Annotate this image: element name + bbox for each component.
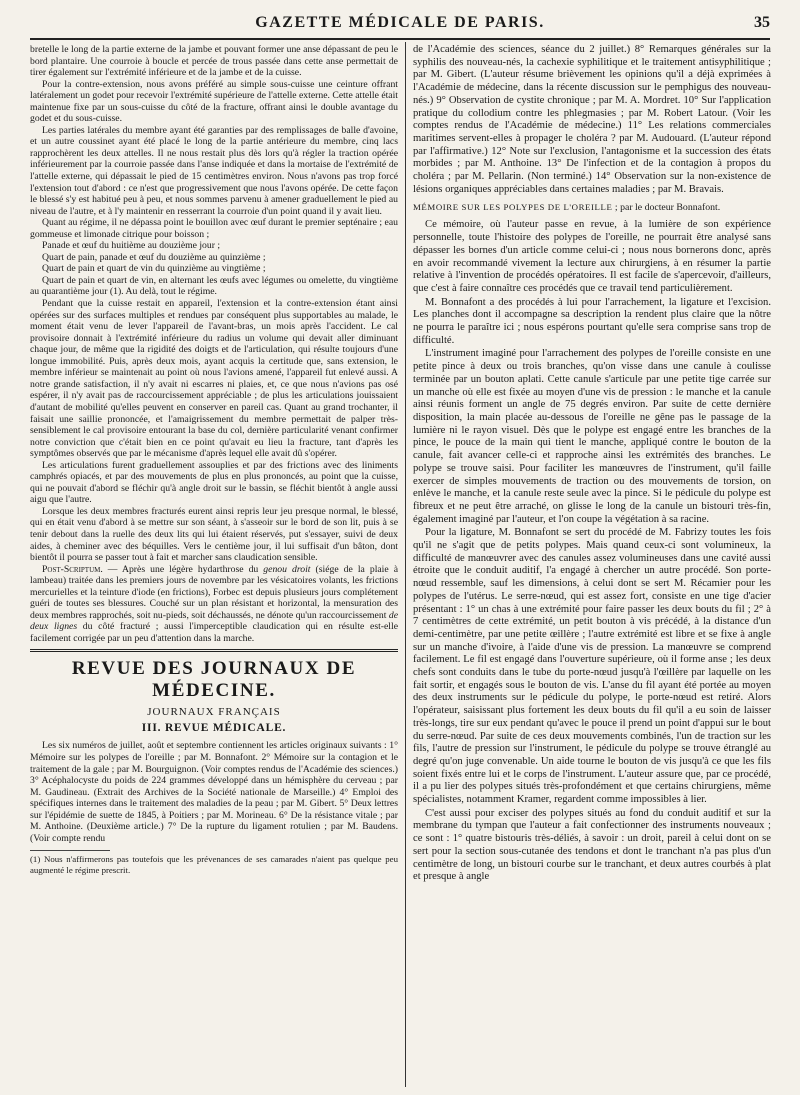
regime-line: Quart de pain, panade et œuf du douzième au quinzième ; bbox=[42, 251, 266, 263]
memoir-heading bbox=[413, 202, 771, 213]
review-continuation bbox=[413, 44, 771, 196]
paragraph: L'instrument imaginé pour l'arrachement des polypes de l'oreille consiste en une petite pince à deux ou trois branches, qu'on visse dans une canule à coulisse terminée par un bouton aplati. Cette canule s'articule par une petite tige carrée sur un manche où elle est fixée au moyen d'une vis de pression : le manche et la canule ainsi réunis forment un angle de 75 degrés environ. Par suite de cette dernière disposition, la main placée au-dessous de l'oreille ne gêne pas le passage de la lumière ni le rayon visuel. Dès que le polype est engagé entre les branches de la pince, le pouce de la main qui tient le manche, appliqué contre le bouton de la canule, fait avancer celle-ci et rapproche ainsi les extrémités des branches. Le polype se trouve saisi. Pour faciliter les manœuvres de l'instrument, qu'il faille exercer de simples mouvements de traction ou des mouvements de torsion, on enlève le manche, et la canule reste seule avec la pince. Si le pédicule du polype est fibreux et ne peut être arraché, on glisse le long de la canule un bistouri très-fin, également imaginé par l'auteur, et l'on coupe la végétation à sa racine. bbox=[413, 348, 771, 525]
page-number: 35 bbox=[754, 14, 770, 31]
paragraph: de l'Académie des sciences, séance du 2 juillet.) 8° Remarques générales sur la syphilis des nouveau-nés, la cachexie syphilitique et le traitement antisyphilitique ; par M. Gibert. (L'auteur résume brièvement les opinions qu'il a déjà exprimées à l'Académie de médecine, dans la récente discussion sur le pemphigus des nouveau-nés.) 9° Observation de cystite chronique ; par M. A. Mordret. 10° Sur l'application pratique du collodium contre les phlegmasies ; par M. Robert Latour. (Voir les comptes rendus de l'Académie de médecine.) 11° Les relations commerciales maritimes servent-elles à propager le choléra ? par M. Audouard. (L'auteur répond par l'affirmative.) 12° Note sur l'exclusion, l'antagonisme et la succession des états morbides ; par M. Anthoine. 13° De l'infection et de la contagion à propos du choléra ; par M. Pellarin. (Non terminé.) 14° Observation sur la non-existence de lésions organiques appréciables dans certaines maladies ; par M. Bravais. bbox=[413, 44, 771, 195]
regime-line: Panade et œuf du huitième au douzième jour ; bbox=[42, 240, 221, 252]
header-rule bbox=[30, 38, 770, 40]
case-report-text bbox=[30, 44, 398, 644]
paragraph: Lorsque les deux membres fracturés eurent ainsi repris leur jeu presque normal, le blessé, qui en était venu d'abord à se mettre sur son séant, à s'asseoir sur le bord de son lit, puis à se tenir debout dans la ruelle des deux lits qui lui étaient réservés, put s'essayer, suivi de deux aides, à cheminer avec des béquilles. Vers le centième jour, il lui suffisait d'un bâton, dont bientôt il pourra se passer tout à fait et marcher sans claudication sensible. bbox=[30, 505, 398, 564]
footnote-rule bbox=[30, 850, 110, 851]
memoir-author: ; par le docteur Bonnafont. bbox=[612, 202, 721, 214]
paragraph: C'est aussi pour exciser des polypes situés au fond du conduit auditif et sur la membrane du tympan que l'auteur a fait confectionner des instruments nouveaux ; ce sont : 1° quatre bistouris très-déliés, à savoir : un droit, pareil à celui dont on se sert pour la section sous-cutanée des tendons et dont le tranchant n'a pas plus d'un centimètre de long, un bistouri courbe sur le tranchant, et deux autres courbés à plat et presque à angle bbox=[413, 807, 771, 883]
section-title: REVUE DES JOURNAUX DE MÉDECINE. bbox=[71, 658, 357, 702]
paragraph: M. Bonnafont a des procédés à lui pour l'arrachement, la ligature et l'excision. Les planches dont il accompagne sa description la rendent plus claire que la nôtre ne pourra le paraître ici ; nous espérons pourtant qu'elle sera comprise sans trop de difficulté. bbox=[413, 296, 771, 346]
paragraph: bretelle le long de la partie externe de la jambe et pouvant former une anse dépassant de peu le bord plantaire. Une courroie à boucle et percée de trous passée dans cette anse permettait de tirer également sur l'extrémité inférieure et de la jambe et de la cuisse. bbox=[30, 44, 398, 79]
paragraph: Pour la ligature, M. Bonnafont se sert du procédé de M. Fabrizy toutes les fois qu'il ne s'agit que de petits polypes. Mais quand ceux-ci sont volumineux, la difficulté de manœuvrer avec des canules assez volumineuses dans une cavité aussi étroite que le conduit auditif, l'a engagé à chercher un autre procédé. Son porte-nœud ressemble, sauf les dimensions, à celui dont se sert M. Récamier pour les polypes de l'utérus. Le serre-nœud, qui est assez fort, consiste en une tige d'acier présentant : 1° un chas à une extrémité pour faire passer les deux bouts du fil ; 2° à 7 centimètres de cette extrémité, un petit bouton à vis précédé, à la distance d'un demi-centimètre, par une petite œillère ; l'autre extrémité est libre et se fixe à angle sur un manche d'ivoire, à l'aide d'une vis de pression. La manœuvre se comprend facilement. Le fil est engagé dans l'ouverture supérieure, où il forme anse ; les deux chefs sont conduits dans le tube du porte-nœud jusqu'à l'œillère par laquelle on les fait sortir, et engagés sous le bouton de vis. L'anse du fil ayant été portée au moyen des deux instruments sur le pédicule du polype, le porte-nœud est retiré. Alors l'opérateur, saisissant plus fortement les deux bouts du fil qu'il a eu soin de laisser très-longs, tire sur eux pendant qu'avec le pouce il prend un point d'appui sur le bout du serre-nœud. Par suite de ces deux mouvements combinés, l'un de traction sur les fils, l'autre de pression sur l'instrument, le pédicule du polype se trouve étranglé au degré qu'on juge convenable. Un aide tourne le bouton de vis jusqu'à ce que les fils soient fixés entre lui et le corps de l'instrument. L'auteur assure que, par ce procédé, il a pu lier des polypes situés très-profondément et que certains chirurgiens, même spécialistes, notamment Kramer, regardent comme impossibles à lier. bbox=[413, 527, 771, 806]
journal-title: GAZETTE MÉDICALE DE PARIS. bbox=[255, 14, 545, 31]
section-rule bbox=[30, 649, 398, 652]
paragraph: Quant au régime, il ne dépassa point le bouillon avec œuf durant le premier septénaire ; eau gommeuse et limonade citrique pour boisson ; bbox=[30, 217, 398, 240]
section-subtitle: JOURNAUX FRANÇAIS bbox=[147, 706, 281, 719]
regime-line: Quart de pain et quart de vin du quinzième au vingtième ; bbox=[42, 263, 266, 275]
running-header bbox=[30, 14, 770, 34]
postscript-label: Post-Scriptum. bbox=[42, 563, 103, 575]
column-divider bbox=[405, 42, 406, 1087]
memoir-title: MÉMOIRE SUR LES POLYPES DE L'OREILLE bbox=[413, 202, 613, 213]
review-text bbox=[30, 740, 398, 844]
paragraph: Les articulations furent graduellement assouplies et par des frictions avec des liniments camphrés opiacés, et par des mouvements de plus en plus prononcés, au point que la cuisse, qui ne pouvait d'abord se fléchir qu'à angle droit sur le bassin, se fléchit bientôt à angle aussi aigu que l'autre. bbox=[30, 459, 398, 506]
paragraph: Les parties latérales du membre ayant été garanties par des remplissages de balle d'avoine, et un autre coussinet ayant été placé le long de la partie antérieure du membre, cinq lacs rapprochèrent les deux attelles. Il ne nous restait plus dès lors qu'à régler la traction opérée inférieurement par la courroie passée dans l'anse indiquée et dans la mortaise de l'extrémité de l'attelle externe, qui dépassait le pied de 15 centimètres environ. Nous n'avons pas trop forcé l'extension tout d'abord : ce n'est que progressivement que nous l'avons opérée. De cette façon le blessé s'y est habitué peu à peu, et nous sommes parvenu à amener graduellement le pied au niveau de l'autre, et à l'y maintenir en resserrant la courroie d'un point quand il y avait lieu. bbox=[30, 124, 398, 217]
memoir-text bbox=[413, 219, 771, 884]
review-intro: Les six numéros de juillet, août et septembre contiennent les articles originaux suivants : 1° Mémoire sur les polypes de l'oreille ; par M. Bonnafont. 2° Mémoire sur la contagion et le traitement de la gale ; par M. Bourguignon. (Voir comptes rendus de l'Académie des sciences.) 3° Acéphalocyste du poids de 224 grammes développé dans un hémisphère du cerveau ; par M. Gaudineau. (Extrait des Archives de la Société nationale de Marseille.) 4° Emploi des spécifiques internes dans le traitement des maladies de la peau ; par M. Gibert. 5° Deux lettres sur l'épidémie de suette de 1845, à Poitiers ; par M. Morineau. 6° De la résistance vitale ; par M. Anthoine. (Deuxième article.) 7° De la rupture du ligament rotulien ; par M. Baudens. (Voir compte rendu bbox=[30, 740, 398, 844]
postscript: Post-Scriptum. — Après une légère hydarthrose du genou droit (siége de la plaie à lambeau) traitée dans les premiers jours de novembre par les vésicatoires volants, les frictions mercurielles et la teinture d'iode (en frictions), Forbec est depuis plusieurs jours complétement guéri de toutes ses blessures. Couché sur un plan résistant et horizontal, la mensuration des deux membres rapprochés, soit nu-pieds, soit déchaussés, ne dénote qu'un raccourcissement de deux lignes du côté fracturé ; aussi l'imperceptible claudication qui en résulte est-elle facilement corrigée par un peu d'attention dans la marche. bbox=[30, 563, 398, 644]
paragraph: Ce mémoire, où l'auteur passe en revue, à la lumière de son expérience personnelle, toute l'histoire des polypes de l'oreille, ne pourrait être analysé sans dépasser les bornes d'un article comme celui-ci ; nous nous bornerons donc, après en avoir recommandé vivement la lecture aux chirurgiens, à en résumer la partie relative à l'invention de procédés opératoires. Il est facile de s'apercevoir, d'ailleurs, que c'est à faire connaître ces procédés que ce travail tend particulièrement. bbox=[413, 219, 771, 294]
right-column bbox=[413, 44, 771, 1084]
section-subtitle-2: III. REVUE MÉDICALE. bbox=[141, 722, 287, 735]
paragraph: Pour la contre-extension, nous avons préféré au simple sous-cuisse une ceinture offrant latéralement un godet pour recevoir l'extrémité supérieure de l'attelle externe. Cette attelle était maintenue fixe par un sous-cuisse du côté de la fracture, offrant ainsi le double avantage du godet et du sous-cuisse. bbox=[30, 78, 398, 125]
left-column bbox=[30, 44, 398, 1084]
paragraph: Pendant que la cuisse restait en appareil, l'extension et la contre-extension étant ainsi opérées sur des surfaces multiples et rendues par conséquent plus supportables au malade, le moment était venu de lever l'appareil de l'avant-bras, un mois après l'accident. Le cal provisoire donnait à l'extrémité inférieure du radius un volume qui devait aller diminuant chaque jour, de même que la rigidité des doigts et de l'articulation, qui résulte toujours d'une longue immobilité. Puis, après deux mois, ayant acquis la certitude que, sans extension, le membre inférieur se maintenait au point où nous l'avions amené, l'appareil fut enlevé aussi. A notre grande satisfaction, il n'y avait ni escarres ni plaies, et, ce que nous n'avions pas osé espérer, il n'y avait pas de raccourcissement appréciable ; de plus les articulations jouissaient d'autant de mobilité qu'elles peuvent en conserver en pareil cas. Quant au grand trochanter, il faisait une saillie prononcée, et l'amaigrissement du membre permettait de palper très-sensiblement le cal provisoire entourant la base du col, dernière particularité venant confirmer notre conviction que c'était bien en ce point qu'avait eu lieu la fracture, tant d'après les symptômes observés que par le mécanisme d'après lequel elle avait dû s'opérer. bbox=[30, 298, 398, 460]
footnote: (1) Nous n'affirmerons pas toutefois que les prévenances de ses camarades n'aient pas quelque peu augmenté le régime prescrit. bbox=[30, 854, 398, 875]
regime-line: Quart de pain et quart de vin, en alternant les œufs avec légumes ou omelette, du vingtième au quarantième jour (1). Au delà, tout le régime. bbox=[30, 274, 398, 298]
